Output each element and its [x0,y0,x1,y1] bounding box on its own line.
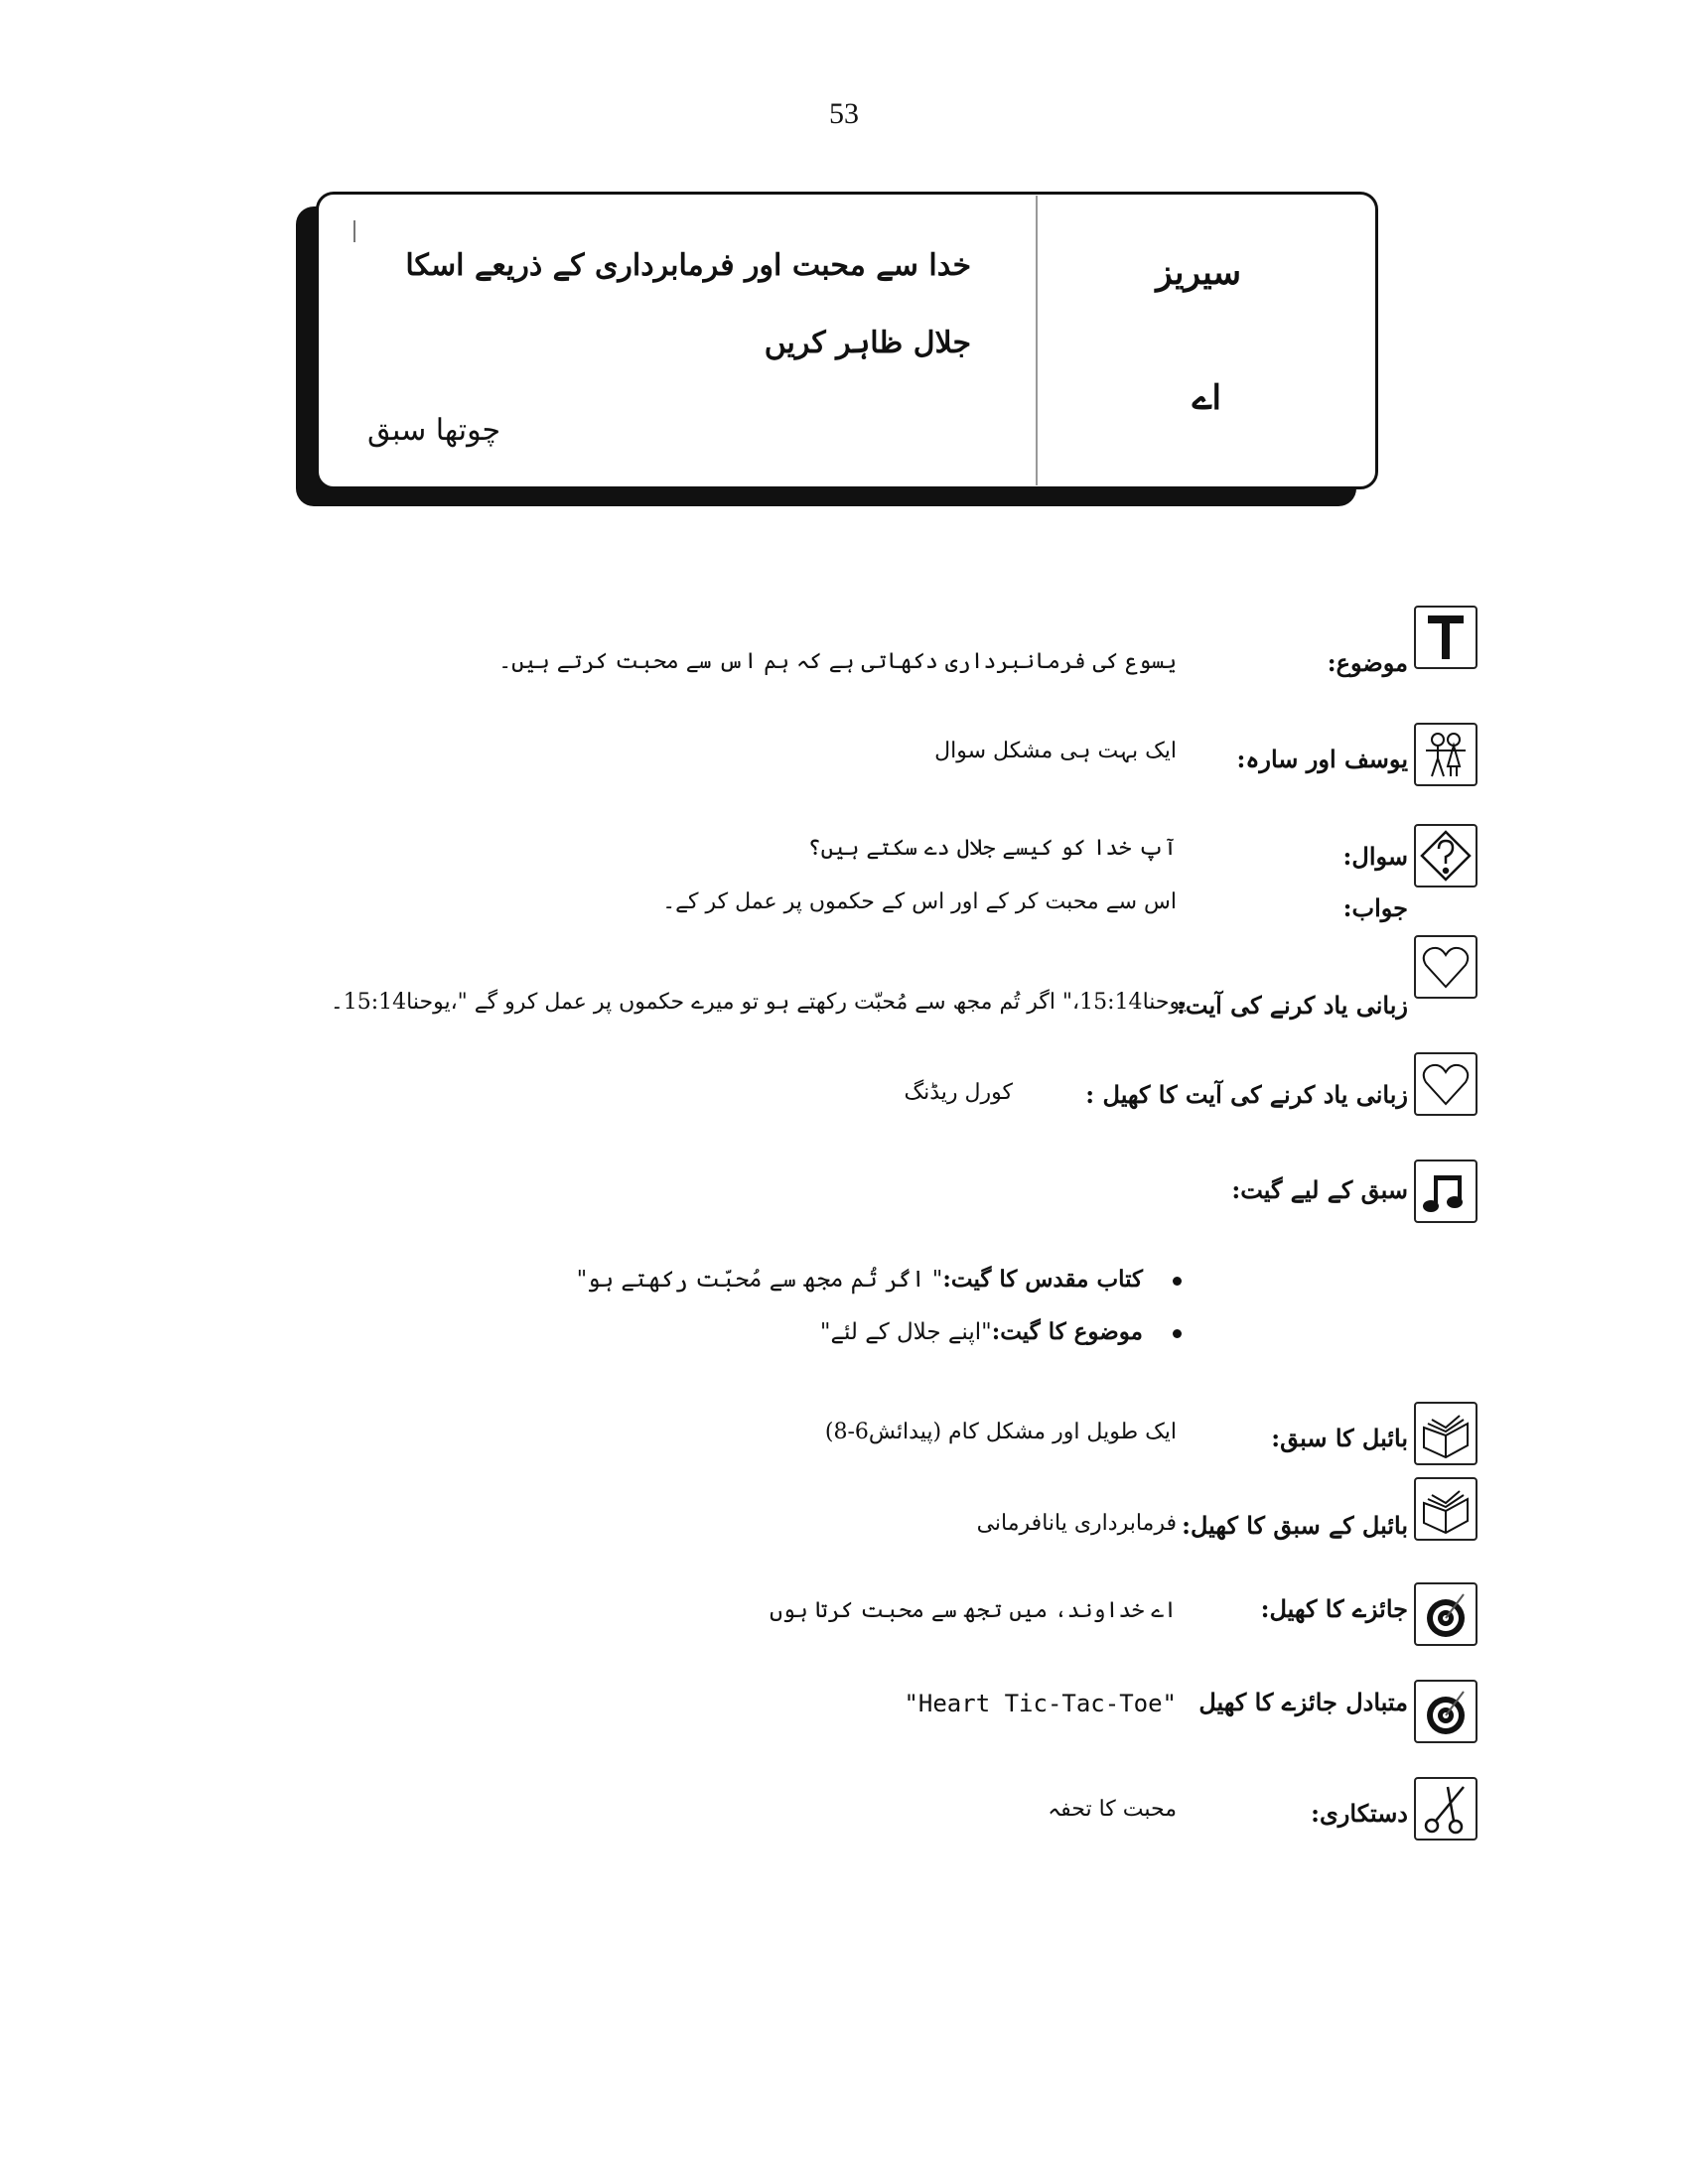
bible-lesson-value: ایک طویل اور مشکل کام (پیدائش6-8) [824,1420,1177,1444]
yusuf-sara-value: ایک بہت ہی مشکل سوال [934,739,1177,763]
target-icon [1414,1582,1477,1646]
alt-review-game-label: متبادل جائزے کا کھیل [1198,1688,1408,1716]
answer-value: اس سے محبت کر کے اور اس کے حکموں پر عمل کر کے۔ [662,889,1177,914]
memory-verse-value: یوحنا15:14،" اگر تُم مجھ سے مُحبّت رکھتے ہو تو میرے حکموں پر عمل کرو گے "،یوحنا15:14۔ [330,990,1187,1015]
row-bible-lesson [0,1402,1688,1471]
heart-icon [1414,1052,1477,1116]
bible-game-label: بائبل کے سبق کا کھیل: [1182,1511,1408,1540]
question-icon [1414,824,1477,887]
question-value: آپ خدا کو کیسے جلال دے سکتے ہیں؟ [807,836,1177,861]
topic-value: یسوع کی فرمانبرداری دکھاتی ہے کہ ہم اس سے محبت کرتے ہیں۔ [498,649,1177,674]
letter-t-icon [1414,606,1477,669]
song-item-topic [820,1318,1182,1345]
topic-label: موضوع: [1327,648,1408,677]
memory-game-value: کورل ریڈنگ [904,1080,1013,1105]
alt-review-game-value: "Heart Tic-Tac-Toe" [904,1690,1177,1717]
row-craft [0,1777,1688,1846]
craft-value: محبت کا تحفہ [1048,1797,1177,1822]
bible-game-value: فرمابرداری یانافرمانی [976,1511,1177,1536]
series-label: سیریز [1156,253,1241,293]
song-topic-value: "اپنے جلال کے لئے" [819,1319,992,1345]
title-line-1: خدا سے محبت اور فرمابرداری کے ذریعے اسکا [405,248,971,283]
yusuf-sara-label: یوسف اور سارہ: [1236,745,1408,773]
bullet [1173,1277,1182,1286]
lesson-label: چوتھا سبق [367,413,501,448]
row-yusuf-sara [0,723,1688,792]
title-line-2: جلال ظاہر کریں [764,326,971,360]
review-game-value: اے خداوند، میں تجھ سے محبت کرتا ہوں [770,1598,1177,1623]
row-songs [0,1160,1688,1229]
memory-verse-label: زبانی یاد کرنے کی آیت: [1177,991,1408,1020]
bullet [1173,1329,1182,1338]
heart-icon [1414,935,1477,999]
craft-label: دستکاری: [1311,1799,1408,1828]
text-cursor [353,220,355,242]
song-topic-label: موضوع کا گیت: [991,1318,1143,1345]
review-game-label: جائزے کا کھیل: [1260,1594,1408,1623]
row-alt-review-game [0,1680,1688,1749]
row-memory-game [0,1052,1688,1122]
row-bible-game [0,1477,1688,1547]
bible-lesson-label: بائبل کا سبق: [1271,1424,1408,1452]
open-book-icon [1414,1402,1477,1465]
answer-label: جواب: [1342,893,1408,922]
row-review-game [0,1582,1688,1652]
music-note-icon [1414,1160,1477,1223]
song-item-bible [577,1266,1182,1293]
target-icon [1414,1680,1477,1743]
header-divider [1036,196,1038,485]
series-value: اے [1192,378,1221,418]
row-topic [0,606,1688,675]
scissors-icon [1414,1777,1477,1841]
song-bible-value: " اگر تُم مجھ سے مُحبّت رکھتے ہو" [576,1267,943,1293]
song-bible-label: کتاب مقدس کا گیت: [942,1266,1143,1293]
page-number: 53 [829,97,859,130]
memory-game-label: زبانی یاد کرنے کی آیت کا کھیل : [1085,1080,1408,1109]
children-icon [1414,723,1477,786]
question-label: سوال: [1342,842,1408,871]
row-memory-verse [0,935,1688,1020]
songs-label: سبق کے لیے گیت: [1231,1175,1408,1204]
row-question [0,824,1688,893]
open-book-icon [1414,1477,1477,1541]
